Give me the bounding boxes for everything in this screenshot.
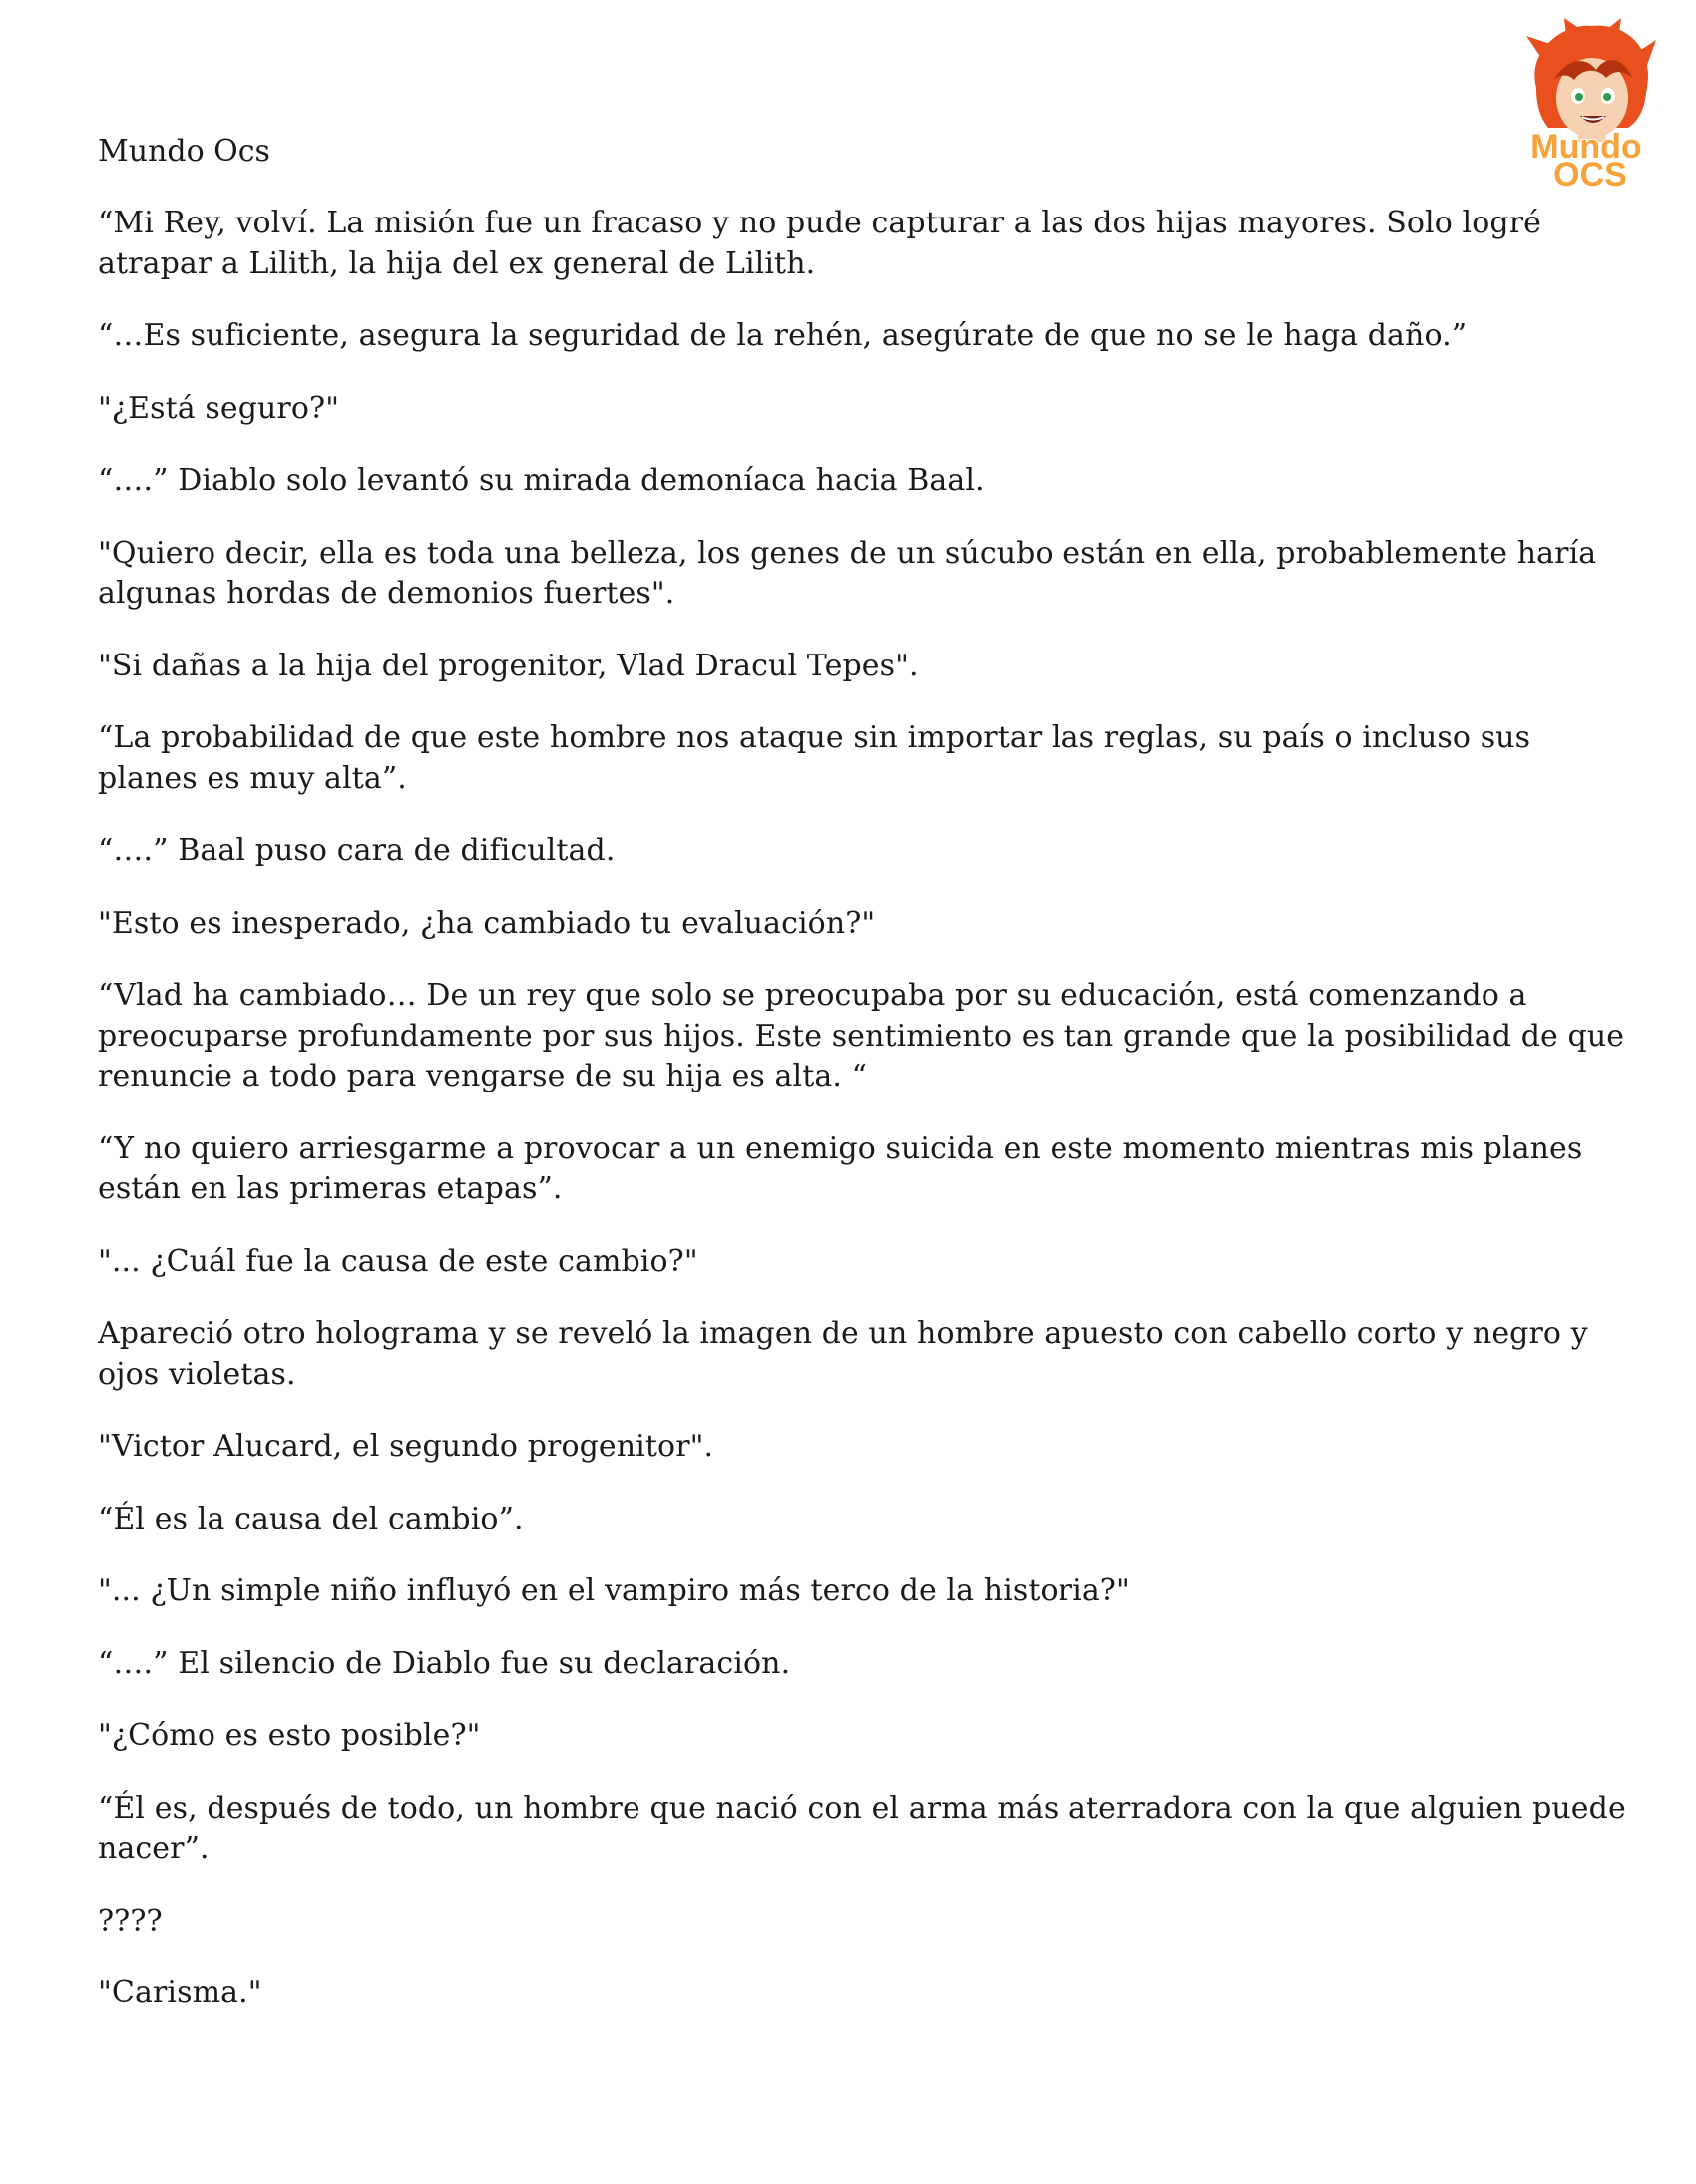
- mundo-ocs-logo: [1496, 18, 1676, 188]
- paragraph: “La probabilidad de que este hombre nos ataque sin importar las reglas, su país o incluso sus planes es muy alta”.: [98, 720, 1531, 796]
- page-title: Mundo Ocs: [98, 134, 270, 169]
- paragraph: “Y no quiero arriesgarme a provocar a un enemigo suicida en este momento mientras mis planes están en las primeras etapas”.: [98, 1130, 1583, 1206]
- paragraph: "... ¿Cuál fue la causa de este cambio?": [98, 1243, 698, 1279]
- paragraph: ????: [98, 1903, 163, 1939]
- paragraph: “Mi Rey, volví. La misión fue un fracaso y no pude capturar a las dos hijas mayores. Solo logré atrapar a Lilith, la hija del ex general de Lilith.: [98, 206, 1542, 281]
- paragraph: "... ¿Un simple niño influyó en el vampiro más terco de la historia?": [98, 1573, 1130, 1608]
- paragraph: "Esto es inesperado, ¿ha cambiado tu evaluación?": [98, 905, 876, 941]
- logo-text-line1: Mundo: [1530, 128, 1642, 166]
- mascot-logo-icon: [1496, 18, 1676, 188]
- paragraph: “Él es, después de todo, un hombre que nació con el arma más aterradora con la que alguien puede nacer”.: [98, 1790, 1626, 1866]
- paragraph: "Victor Alucard, el segundo progenitor".: [98, 1429, 714, 1464]
- paragraph: "Si dañas a la hija del progenitor, Vlad Dracul Tepes".: [98, 648, 919, 683]
- document-body: [98, 204, 1634, 2046]
- paragraph: "¿Cómo es esto posible?": [98, 1718, 481, 1753]
- logo-text-line2: OCS: [1553, 156, 1627, 188]
- paragraph: "¿Está seguro?": [98, 390, 340, 426]
- paragraph: “Vlad ha cambiado… De un rey que solo se preocupaba por su educación, está comenzando a preocuparse profundamente por sus hijos. Este sentimiento es tan grande que la posibilidad de que renuncie a todo para vengarse de su hija es alta. “: [98, 978, 1625, 1093]
- paragraph: “….” Diablo solo levantó su mirada demoníaca hacia Baal.: [98, 463, 985, 498]
- paragraph: "Carisma.": [98, 1975, 262, 2010]
- paragraph: "Quiero decir, ella es toda una belleza, los genes de un súcubo están en ella, probablemente haría algunas hordas de demonios fuertes".: [98, 535, 1597, 611]
- paragraph: Apareció otro holograma y se reveló la imagen de un hombre apuesto con cabello corto y negro y ojos violetas.: [98, 1316, 1588, 1392]
- paragraph: “….” El silencio de Diablo fue su declaración.: [98, 1645, 791, 1681]
- paragraph: “….” Baal puso cara de dificultad.: [98, 833, 616, 868]
- paragraph: “…Es suficiente, asegura la seguridad de la rehén, asegúrate de que no se le haga daño.”: [98, 318, 1468, 353]
- paragraph: “Él es la causa del cambio”.: [98, 1501, 524, 1536]
